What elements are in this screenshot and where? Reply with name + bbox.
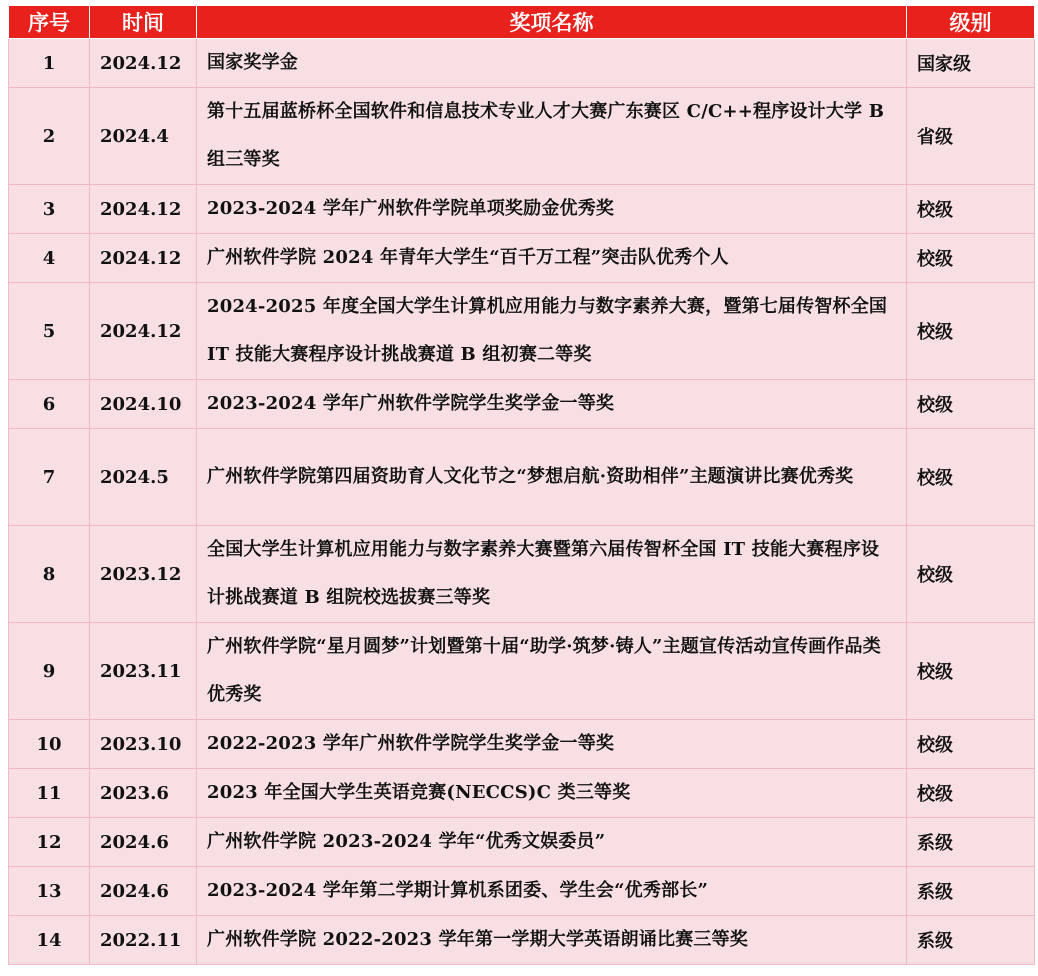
row-award-name: 全国大学生计算机应用能力与数字素养大赛暨第六届传智杯全国 IT 技能大赛程序设计挑战赛道 B 组院校选拔赛三等奖 — [197, 526, 907, 623]
row-index: 8 — [9, 526, 90, 623]
row-index: 2 — [9, 88, 90, 185]
row-date: 2024.4 — [90, 88, 197, 185]
row-index: 11 — [9, 769, 90, 818]
row-level: 校级 — [907, 720, 1035, 769]
awards-table — [8, 6, 1035, 965]
row-index: 3 — [9, 185, 90, 234]
header-row — [9, 6, 1035, 39]
row-date: 2024.5 — [90, 429, 197, 526]
row-level: 校级 — [907, 283, 1035, 380]
row-date: 2022.11 — [90, 916, 197, 965]
row-award-name: 2023-2024 学年广州软件学院单项奖励金优秀奖 — [197, 185, 907, 234]
row-level: 校级 — [907, 185, 1035, 234]
table-row — [9, 526, 1035, 623]
table-row — [9, 720, 1035, 769]
row-level: 校级 — [907, 380, 1035, 429]
row-date: 2023.12 — [90, 526, 197, 623]
row-index: 12 — [9, 818, 90, 867]
table-row — [9, 283, 1035, 380]
table-row — [9, 39, 1035, 88]
table-row — [9, 185, 1035, 234]
row-level: 校级 — [907, 429, 1035, 526]
row-level: 系级 — [907, 818, 1035, 867]
row-level: 校级 — [907, 769, 1035, 818]
row-award-name: 广州软件学院第四届资助育人文化节之“梦想启航·资助相伴”主题演讲比赛优秀奖 — [197, 429, 907, 526]
row-index: 9 — [9, 623, 90, 720]
table-row — [9, 429, 1035, 526]
row-index: 7 — [9, 429, 90, 526]
row-award-name: 国家奖学金 — [197, 39, 907, 88]
row-index: 13 — [9, 867, 90, 916]
row-index: 14 — [9, 916, 90, 965]
row-index: 1 — [9, 39, 90, 88]
table-row — [9, 818, 1035, 867]
row-award-name: 2023-2024 学年第二学期计算机系团委、学生会“优秀部长” — [197, 867, 907, 916]
row-date: 2024.12 — [90, 283, 197, 380]
header-name: 奖项名称 — [197, 6, 907, 39]
row-award-name: 2023-2024 学年广州软件学院学生奖学金一等奖 — [197, 380, 907, 429]
row-date: 2023.10 — [90, 720, 197, 769]
header-date: 时间 — [90, 6, 197, 39]
row-award-name: 第十五届蓝桥杯全国软件和信息技术专业人才大赛广东赛区 C/C++程序设计大学 B 组三等奖 — [197, 88, 907, 185]
row-index: 4 — [9, 234, 90, 283]
row-index: 5 — [9, 283, 90, 380]
table-row — [9, 916, 1035, 965]
row-date: 2023.6 — [90, 769, 197, 818]
table-row — [9, 380, 1035, 429]
row-award-name: 广州软件学院 2024 年青年大学生“百千万工程”突击队优秀个人 — [197, 234, 907, 283]
row-award-name: 2024-2025 年度全国大学生计算机应用能力与数字素养大赛，暨第七届传智杯全国 IT 技能大赛程序设计挑战赛道 B 组初赛二等奖 — [197, 283, 907, 380]
header-index: 序号 — [9, 6, 90, 39]
row-award-name: 2023 年全国大学生英语竞赛(NECCS)C 类三等奖 — [197, 769, 907, 818]
row-award-name: 广州软件学院 2023-2024 学年“优秀文娱委员” — [197, 818, 907, 867]
table-row — [9, 867, 1035, 916]
row-level: 校级 — [907, 234, 1035, 283]
row-level: 校级 — [907, 623, 1035, 720]
table-row — [9, 88, 1035, 185]
row-index: 10 — [9, 720, 90, 769]
table-header — [9, 6, 1035, 39]
row-award-name: 广州软件学院“星月圆梦”计划暨第十届“助学·筑梦·铸人”主题宣传活动宣传画作品类优秀奖 — [197, 623, 907, 720]
row-level: 系级 — [907, 916, 1035, 965]
row-level: 校级 — [907, 526, 1035, 623]
row-level: 省级 — [907, 88, 1035, 185]
row-date: 2023.11 — [90, 623, 197, 720]
table-row — [9, 769, 1035, 818]
row-date: 2024.10 — [90, 380, 197, 429]
table-row — [9, 623, 1035, 720]
row-date: 2024.12 — [90, 39, 197, 88]
row-award-name: 2022-2023 学年广州软件学院学生奖学金一等奖 — [197, 720, 907, 769]
row-date: 2024.6 — [90, 818, 197, 867]
table-row — [9, 234, 1035, 283]
row-date: 2024.12 — [90, 234, 197, 283]
row-date: 2024.6 — [90, 867, 197, 916]
row-index: 6 — [9, 380, 90, 429]
row-date: 2024.12 — [90, 185, 197, 234]
table-body — [9, 39, 1035, 965]
row-level: 系级 — [907, 867, 1035, 916]
row-level: 国家级 — [907, 39, 1035, 88]
row-award-name: 广州软件学院 2022-2023 学年第一学期大学英语朗诵比赛三等奖 — [197, 916, 907, 965]
header-level: 级别 — [907, 6, 1035, 39]
